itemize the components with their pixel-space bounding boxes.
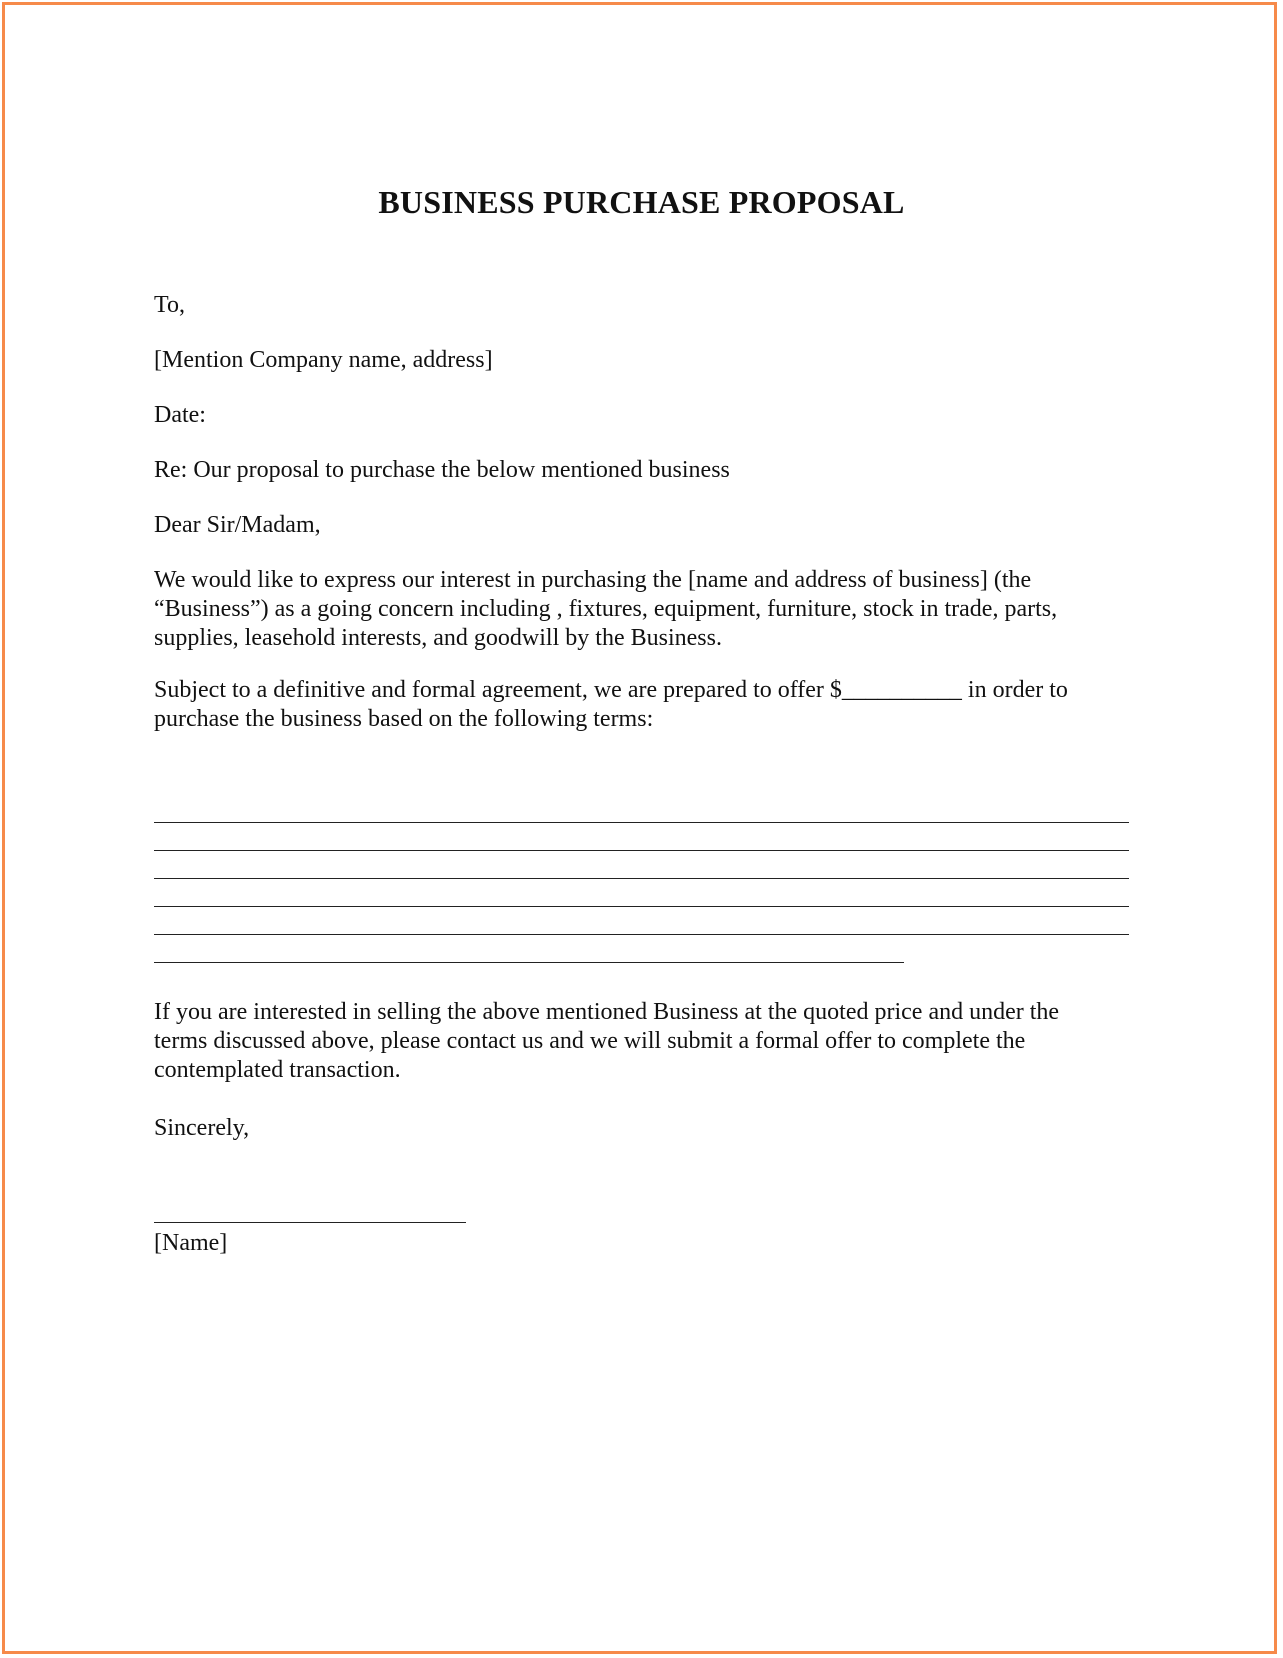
terms-blank-line (154, 934, 1129, 935)
paragraph-offer-line: Subject to a definitive and formal agreement, we are prepared to offer $__________ in order to (154, 677, 1068, 703)
terms-blank-line (154, 878, 1129, 879)
date-label: Date: (154, 402, 206, 428)
terms-blank-line (154, 850, 1129, 851)
paragraph-closing-line: contemplated transaction. (154, 1057, 401, 1083)
terms-blank-line (154, 962, 904, 963)
signature-line (154, 1222, 466, 1223)
paragraph-closing-line: terms discussed above, please contact us and we will submit a formal offer to complete the (154, 1028, 1026, 1054)
paragraph-interest (154, 566, 1129, 653)
subject-line: Re: Our proposal to purchase the below mentioned business (154, 457, 730, 483)
terms-blank-line (154, 822, 1129, 823)
paragraph-closing (154, 998, 1129, 1085)
document-title: BUSINESS PURCHASE PROPOSAL (378, 184, 905, 220)
paragraph-interest-line: supplies, leasehold interests, and goodwill by the Business. (154, 625, 722, 651)
paragraph-interest-line: We would like to express our interest in purchasing the [name and address of business] (the (154, 567, 1032, 593)
paragraph-offer (154, 676, 1129, 734)
page-border (2, 2, 1277, 1654)
terms-blank-line (154, 906, 1129, 907)
company-placeholder: [Mention Company name, address] (154, 347, 493, 373)
name-placeholder: [Name] (154, 1230, 228, 1256)
salutation: Dear Sir/Madam, (154, 512, 321, 538)
to-label: To, (154, 292, 185, 318)
signoff: Sincerely, (154, 1115, 250, 1141)
paragraph-interest-line: “Business”) as a going concern including , fixtures, equipment, furniture, stock in trade, parts, (154, 596, 1058, 622)
paragraph-offer-line: purchase the business based on the following terms: (154, 706, 654, 732)
paragraph-closing-line: If you are interested in selling the above mentioned Business at the quoted price and under the (154, 999, 1060, 1025)
